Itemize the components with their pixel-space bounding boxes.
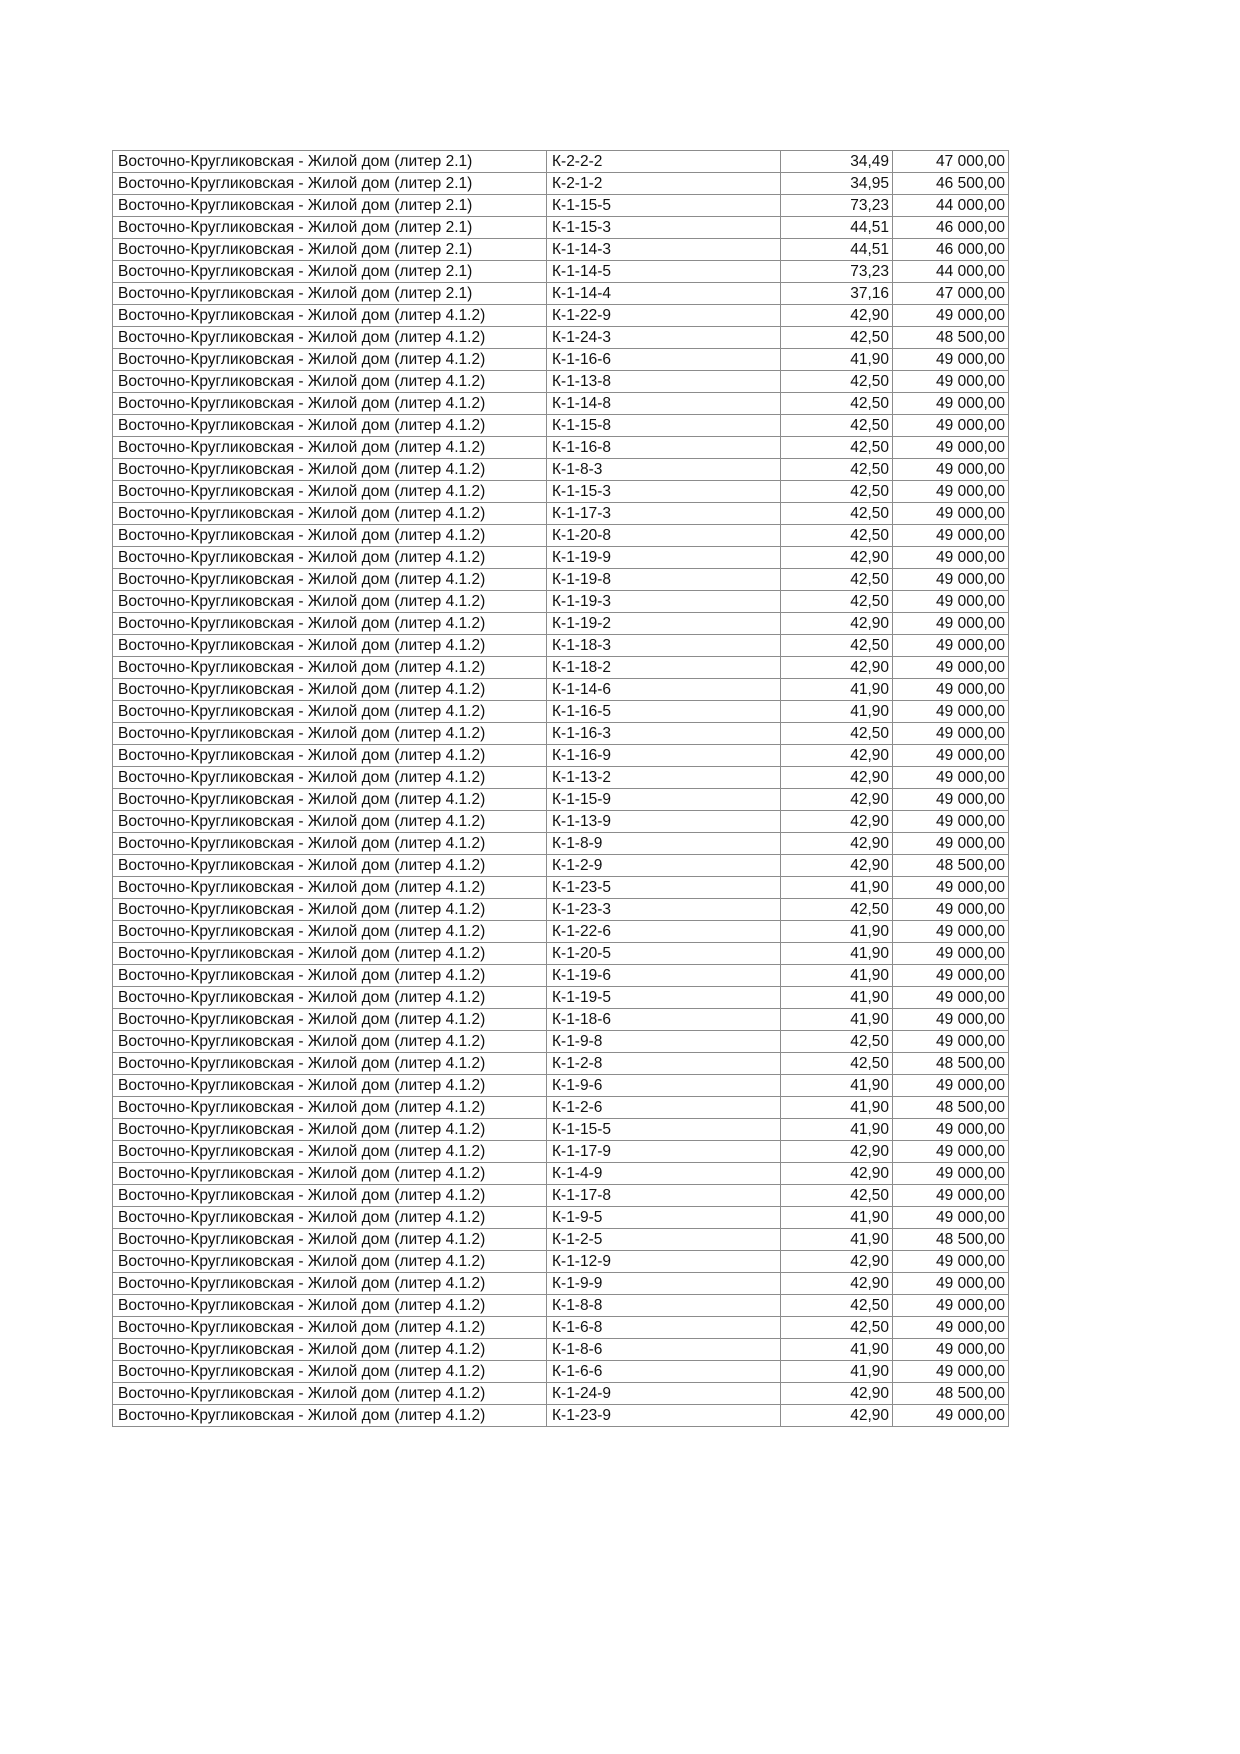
apartment-number-cell: К-1-15-3 [547,481,781,503]
area-cell: 42,50 [781,635,893,657]
object-name-cell: Восточно-Кругликовская - Жилой дом (литер 4.1.2) [113,1053,547,1075]
apartment-number-cell: К-1-12-9 [547,1251,781,1273]
object-name-cell: Восточно-Кругликовская - Жилой дом (литер 4.1.2) [113,1141,547,1163]
table-row [113,349,1009,371]
apartment-number-cell: К-1-20-5 [547,943,781,965]
table-row [113,657,1009,679]
apartment-number-cell: К-1-8-8 [547,1295,781,1317]
table-row [113,679,1009,701]
object-name-cell: Восточно-Кругликовская - Жилой дом (литер 4.1.2) [113,899,547,921]
object-name-cell: Восточно-Кругликовская - Жилой дом (литер 4.1.2) [113,855,547,877]
apartment-number-cell: К-1-9-8 [547,1031,781,1053]
price-per-sqm-cell: 49 000,00 [893,415,1009,437]
object-name-cell: Восточно-Кругликовская - Жилой дом (литер 4.1.2) [113,1119,547,1141]
apartment-number-cell: К-1-19-8 [547,569,781,591]
table-row [113,261,1009,283]
apartment-number-cell: К-1-4-9 [547,1163,781,1185]
price-per-sqm-cell: 49 000,00 [893,943,1009,965]
table-row [113,1031,1009,1053]
area-cell: 73,23 [781,195,893,217]
area-cell: 73,23 [781,261,893,283]
price-per-sqm-cell: 49 000,00 [893,1361,1009,1383]
apartment-number-cell: К-1-2-9 [547,855,781,877]
price-per-sqm-cell: 49 000,00 [893,591,1009,613]
area-cell: 42,90 [781,1141,893,1163]
price-per-sqm-cell: 49 000,00 [893,1251,1009,1273]
price-per-sqm-cell: 48 500,00 [893,327,1009,349]
object-name-cell: Восточно-Кругликовская - Жилой дом (литер 2.1) [113,283,547,305]
price-per-sqm-cell: 49 000,00 [893,525,1009,547]
object-name-cell: Восточно-Кругликовская - Жилой дом (литер 4.1.2) [113,1317,547,1339]
price-per-sqm-cell: 49 000,00 [893,767,1009,789]
area-cell: 41,90 [781,1207,893,1229]
table-row [113,1141,1009,1163]
apartment-number-cell: К-2-1-2 [547,173,781,195]
area-cell: 42,90 [781,1273,893,1295]
table-row [113,1053,1009,1075]
price-per-sqm-cell: 49 000,00 [893,1317,1009,1339]
apartment-number-cell: К-1-8-9 [547,833,781,855]
area-cell: 37,16 [781,283,893,305]
price-per-sqm-cell: 49 000,00 [893,1141,1009,1163]
price-per-sqm-cell: 49 000,00 [893,547,1009,569]
object-name-cell: Восточно-Кругликовская - Жилой дом (литер 2.1) [113,173,547,195]
area-cell: 42,50 [781,1295,893,1317]
table-row [113,525,1009,547]
object-name-cell: Восточно-Кругликовская - Жилой дом (литер 4.1.2) [113,1185,547,1207]
apartment-number-cell: К-1-14-8 [547,393,781,415]
apartment-number-cell: К-1-6-8 [547,1317,781,1339]
table-row [113,1295,1009,1317]
table-row [113,1009,1009,1031]
table-row [113,1251,1009,1273]
area-cell: 42,50 [781,1031,893,1053]
apartment-number-cell: К-1-17-3 [547,503,781,525]
table-row [113,151,1009,173]
table-row [113,811,1009,833]
object-name-cell: Восточно-Кругликовская - Жилой дом (литер 4.1.2) [113,811,547,833]
price-per-sqm-cell: 49 000,00 [893,613,1009,635]
apartment-number-cell: К-1-14-3 [547,239,781,261]
object-name-cell: Восточно-Кругликовская - Жилой дом (литер 4.1.2) [113,1031,547,1053]
apartment-number-cell: К-1-23-9 [547,1405,781,1427]
area-cell: 42,90 [781,1405,893,1427]
table-row [113,965,1009,987]
table-row [113,877,1009,899]
table-row [113,1273,1009,1295]
object-name-cell: Восточно-Кругликовская - Жилой дом (литер 4.1.2) [113,1273,547,1295]
price-per-sqm-cell: 49 000,00 [893,1273,1009,1295]
price-per-sqm-cell: 47 000,00 [893,283,1009,305]
object-name-cell: Восточно-Кругликовская - Жилой дом (литер 4.1.2) [113,305,547,327]
apartment-number-cell: К-1-18-2 [547,657,781,679]
object-name-cell: Восточно-Кругликовская - Жилой дом (литер 4.1.2) [113,723,547,745]
object-name-cell: Восточно-Кругликовская - Жилой дом (литер 4.1.2) [113,437,547,459]
area-cell: 44,51 [781,217,893,239]
apartment-number-cell: К-1-6-6 [547,1361,781,1383]
price-per-sqm-cell: 48 500,00 [893,1383,1009,1405]
apartment-number-cell: К-1-14-6 [547,679,781,701]
object-name-cell: Восточно-Кругликовская - Жилой дом (литер 4.1.2) [113,547,547,569]
price-per-sqm-cell: 48 500,00 [893,1097,1009,1119]
apartment-number-cell: К-1-15-5 [547,1119,781,1141]
table-row [113,393,1009,415]
area-cell: 42,90 [781,811,893,833]
price-per-sqm-cell: 49 000,00 [893,481,1009,503]
apartment-number-cell: К-1-17-8 [547,1185,781,1207]
table-row [113,701,1009,723]
table-row [113,305,1009,327]
price-per-sqm-cell: 49 000,00 [893,899,1009,921]
apartment-number-cell: К-1-23-3 [547,899,781,921]
apartment-number-cell: К-1-16-8 [547,437,781,459]
table-row [113,1097,1009,1119]
apartment-number-cell: К-1-16-9 [547,745,781,767]
apartment-number-cell: К-1-15-3 [547,217,781,239]
object-name-cell: Восточно-Кругликовская - Жилой дом (литер 4.1.2) [113,767,547,789]
apartment-number-cell: К-1-24-9 [547,1383,781,1405]
price-per-sqm-cell: 49 000,00 [893,305,1009,327]
object-name-cell: Восточно-Кругликовская - Жилой дом (литер 4.1.2) [113,965,547,987]
area-cell: 42,50 [781,1317,893,1339]
area-cell: 42,50 [781,1053,893,1075]
area-cell: 41,90 [781,349,893,371]
price-per-sqm-cell: 49 000,00 [893,1405,1009,1427]
area-cell: 41,90 [781,943,893,965]
table-row [113,1405,1009,1427]
table-row [113,503,1009,525]
price-per-sqm-cell: 49 000,00 [893,459,1009,481]
area-cell: 42,90 [781,547,893,569]
object-name-cell: Восточно-Кругликовская - Жилой дом (литер 4.1.2) [113,1207,547,1229]
apartment-number-cell: К-1-9-5 [547,1207,781,1229]
area-cell: 41,90 [781,1009,893,1031]
table-row [113,173,1009,195]
area-cell: 42,50 [781,393,893,415]
apartment-number-cell: К-1-18-6 [547,1009,781,1031]
price-per-sqm-cell: 49 000,00 [893,877,1009,899]
price-per-sqm-cell: 49 000,00 [893,503,1009,525]
area-cell: 41,90 [781,1361,893,1383]
table-row [113,217,1009,239]
object-name-cell: Восточно-Кругликовская - Жилой дом (литер 4.1.2) [113,921,547,943]
apartment-number-cell: К-1-20-8 [547,525,781,547]
table-body [113,151,1009,1427]
area-cell: 41,90 [781,877,893,899]
apartment-number-cell: К-1-15-9 [547,789,781,811]
apartment-number-cell: К-1-16-5 [547,701,781,723]
price-per-sqm-cell: 49 000,00 [893,723,1009,745]
object-name-cell: Восточно-Кругликовская - Жилой дом (литер 2.1) [113,151,547,173]
area-cell: 42,50 [781,481,893,503]
object-name-cell: Восточно-Кругликовская - Жилой дом (литер 4.1.2) [113,635,547,657]
area-cell: 41,90 [781,965,893,987]
price-per-sqm-cell: 49 000,00 [893,1119,1009,1141]
price-per-sqm-cell: 47 000,00 [893,151,1009,173]
area-cell: 42,90 [781,855,893,877]
area-cell: 41,90 [781,1229,893,1251]
area-cell: 41,90 [781,1119,893,1141]
area-cell: 42,50 [781,569,893,591]
object-name-cell: Восточно-Кругликовская - Жилой дом (литер 4.1.2) [113,679,547,701]
area-cell: 42,50 [781,591,893,613]
object-name-cell: Восточно-Кругликовская - Жилой дом (литер 4.1.2) [113,701,547,723]
object-name-cell: Восточно-Кругликовская - Жилой дом (литер 4.1.2) [113,1295,547,1317]
table-row [113,591,1009,613]
object-name-cell: Восточно-Кругликовская - Жилой дом (литер 4.1.2) [113,1097,547,1119]
apartment-number-cell: К-1-14-5 [547,261,781,283]
area-cell: 34,95 [781,173,893,195]
apartment-number-cell: К-1-15-5 [547,195,781,217]
apartment-number-cell: К-1-9-6 [547,1075,781,1097]
area-cell: 42,50 [781,371,893,393]
object-name-cell: Восточно-Кругликовская - Жилой дом (литер 4.1.2) [113,327,547,349]
area-cell: 42,90 [781,745,893,767]
object-name-cell: Восточно-Кругликовская - Жилой дом (литер 4.1.2) [113,987,547,1009]
area-cell: 34,49 [781,151,893,173]
apartment-number-cell: К-1-13-2 [547,767,781,789]
table-row [113,987,1009,1009]
apartment-number-cell: К-1-22-9 [547,305,781,327]
price-per-sqm-cell: 46 000,00 [893,239,1009,261]
object-name-cell: Восточно-Кругликовская - Жилой дом (литер 4.1.2) [113,503,547,525]
table-row [113,767,1009,789]
object-name-cell: Восточно-Кругликовская - Жилой дом (литер 4.1.2) [113,525,547,547]
price-per-sqm-cell: 49 000,00 [893,393,1009,415]
object-name-cell: Восточно-Кругликовская - Жилой дом (литер 4.1.2) [113,1009,547,1031]
area-cell: 44,51 [781,239,893,261]
table-row [113,1163,1009,1185]
table-row [113,1119,1009,1141]
apartment-number-cell: К-1-8-6 [547,1339,781,1361]
table-row [113,899,1009,921]
table-row [113,1339,1009,1361]
price-per-sqm-cell: 48 500,00 [893,1053,1009,1075]
price-per-sqm-cell: 49 000,00 [893,1009,1009,1031]
price-per-sqm-cell: 44 000,00 [893,195,1009,217]
table-row [113,943,1009,965]
apartment-number-cell: К-1-13-8 [547,371,781,393]
apartment-number-cell: К-1-19-6 [547,965,781,987]
price-per-sqm-cell: 49 000,00 [893,371,1009,393]
object-name-cell: Восточно-Кругликовская - Жилой дом (литер 4.1.2) [113,415,547,437]
apartment-number-cell: К-1-19-3 [547,591,781,613]
table-row [113,239,1009,261]
table-row [113,371,1009,393]
apartment-number-cell: К-2-2-2 [547,151,781,173]
table-row [113,921,1009,943]
price-per-sqm-cell: 49 000,00 [893,657,1009,679]
object-name-cell: Восточно-Кругликовская - Жилой дом (литер 4.1.2) [113,481,547,503]
area-cell: 42,90 [781,767,893,789]
object-name-cell: Восточно-Кругликовская - Жилой дом (литер 4.1.2) [113,1229,547,1251]
table-row [113,723,1009,745]
table-row [113,459,1009,481]
apartment-number-cell: К-1-9-9 [547,1273,781,1295]
table-row [113,569,1009,591]
area-cell: 42,90 [781,1163,893,1185]
table-row [113,283,1009,305]
price-per-sqm-cell: 49 000,00 [893,1295,1009,1317]
apartment-number-cell: К-1-2-6 [547,1097,781,1119]
table-row [113,547,1009,569]
apartment-number-cell: К-1-23-5 [547,877,781,899]
apartment-number-cell: К-1-19-9 [547,547,781,569]
object-name-cell: Восточно-Кругликовская - Жилой дом (литер 4.1.2) [113,349,547,371]
area-cell: 42,50 [781,327,893,349]
object-name-cell: Восточно-Кругликовская - Жилой дом (литер 2.1) [113,239,547,261]
table-row [113,789,1009,811]
price-per-sqm-cell: 49 000,00 [893,789,1009,811]
area-cell: 42,50 [781,525,893,547]
price-per-sqm-cell: 49 000,00 [893,1339,1009,1361]
price-per-sqm-cell: 49 000,00 [893,745,1009,767]
apartment-number-cell: К-1-16-6 [547,349,781,371]
object-name-cell: Восточно-Кругликовская - Жилой дом (литер 4.1.2) [113,877,547,899]
object-name-cell: Восточно-Кругликовская - Жилой дом (литер 2.1) [113,261,547,283]
area-cell: 41,90 [781,1075,893,1097]
table-row [113,1383,1009,1405]
price-per-sqm-cell: 49 000,00 [893,679,1009,701]
table-row [113,1185,1009,1207]
table-row [113,1207,1009,1229]
table-row [113,1317,1009,1339]
area-cell: 41,90 [781,921,893,943]
object-name-cell: Восточно-Кругликовская - Жилой дом (литер 4.1.2) [113,393,547,415]
apartment-number-cell: К-1-24-3 [547,327,781,349]
object-name-cell: Восточно-Кругликовская - Жилой дом (литер 2.1) [113,217,547,239]
table-row [113,327,1009,349]
area-cell: 42,90 [781,833,893,855]
area-cell: 42,90 [781,613,893,635]
price-per-sqm-cell: 46 500,00 [893,173,1009,195]
object-name-cell: Восточно-Кругликовская - Жилой дом (литер 4.1.2) [113,613,547,635]
area-cell: 42,50 [781,503,893,525]
area-cell: 42,90 [781,305,893,327]
price-per-sqm-cell: 49 000,00 [893,1207,1009,1229]
object-name-cell: Восточно-Кругликовская - Жилой дом (литер 4.1.2) [113,789,547,811]
object-name-cell: Восточно-Кругликовская - Жилой дом (литер 4.1.2) [113,569,547,591]
table-row [113,1361,1009,1383]
area-cell: 42,50 [781,723,893,745]
apartment-number-cell: К-1-19-2 [547,613,781,635]
apartment-number-cell: К-1-22-6 [547,921,781,943]
table-row [113,745,1009,767]
area-cell: 42,90 [781,1383,893,1405]
price-per-sqm-cell: 44 000,00 [893,261,1009,283]
area-cell: 42,50 [781,437,893,459]
price-per-sqm-cell: 49 000,00 [893,1185,1009,1207]
price-per-sqm-cell: 49 000,00 [893,921,1009,943]
price-per-sqm-cell: 49 000,00 [893,701,1009,723]
price-per-sqm-cell: 48 500,00 [893,855,1009,877]
apartment-number-cell: К-1-2-8 [547,1053,781,1075]
price-per-sqm-cell: 49 000,00 [893,811,1009,833]
table-row [113,855,1009,877]
object-name-cell: Восточно-Кругликовская - Жилой дом (литер 4.1.2) [113,1405,547,1427]
area-cell: 42,50 [781,415,893,437]
object-name-cell: Восточно-Кругликовская - Жилой дом (литер 4.1.2) [113,833,547,855]
table-row [113,195,1009,217]
area-cell: 41,90 [781,987,893,1009]
object-name-cell: Восточно-Кругликовская - Жилой дом (литер 4.1.2) [113,943,547,965]
object-name-cell: Восточно-Кругликовская - Жилой дом (литер 4.1.2) [113,1361,547,1383]
object-name-cell: Восточно-Кругликовская - Жилой дом (литер 4.1.2) [113,1075,547,1097]
object-name-cell: Восточно-Кругликовская - Жилой дом (литер 4.1.2) [113,371,547,393]
object-name-cell: Восточно-Кругликовская - Жилой дом (литер 4.1.2) [113,459,547,481]
object-name-cell: Восточно-Кругликовская - Жилой дом (литер 4.1.2) [113,745,547,767]
table-row [113,613,1009,635]
table-row [113,437,1009,459]
apartment-number-cell: К-1-18-3 [547,635,781,657]
table-row [113,1075,1009,1097]
apartment-number-cell: К-1-16-3 [547,723,781,745]
object-name-cell: Восточно-Кругликовская - Жилой дом (литер 4.1.2) [113,657,547,679]
price-per-sqm-cell: 46 000,00 [893,217,1009,239]
area-cell: 41,90 [781,1097,893,1119]
price-per-sqm-cell: 49 000,00 [893,349,1009,371]
apartment-number-cell: К-1-2-5 [547,1229,781,1251]
price-per-sqm-cell: 49 000,00 [893,987,1009,1009]
area-cell: 42,90 [781,1251,893,1273]
area-cell: 42,50 [781,899,893,921]
object-name-cell: Восточно-Кругликовская - Жилой дом (литер 4.1.2) [113,1163,547,1185]
price-per-sqm-cell: 49 000,00 [893,1031,1009,1053]
price-per-sqm-cell: 48 500,00 [893,1229,1009,1251]
price-per-sqm-cell: 49 000,00 [893,1075,1009,1097]
table-row [113,415,1009,437]
object-name-cell: Восточно-Кругликовская - Жилой дом (литер 4.1.2) [113,1383,547,1405]
table-row [113,833,1009,855]
area-cell: 42,50 [781,1185,893,1207]
price-per-sqm-cell: 49 000,00 [893,635,1009,657]
price-per-sqm-cell: 49 000,00 [893,569,1009,591]
price-per-sqm-cell: 49 000,00 [893,1163,1009,1185]
area-cell: 41,90 [781,679,893,701]
apartment-number-cell: К-1-15-8 [547,415,781,437]
apartment-number-cell: К-1-17-9 [547,1141,781,1163]
price-per-sqm-cell: 49 000,00 [893,833,1009,855]
area-cell: 41,90 [781,1339,893,1361]
object-name-cell: Восточно-Кругликовская - Жилой дом (литер 4.1.2) [113,1251,547,1273]
apartment-price-table [112,150,1009,1427]
apartment-number-cell: К-1-8-3 [547,459,781,481]
object-name-cell: Восточно-Кругликовская - Жилой дом (литер 4.1.2) [113,591,547,613]
table-row [113,635,1009,657]
object-name-cell: Восточно-Кругликовская - Жилой дом (литер 2.1) [113,195,547,217]
apartment-number-cell: К-1-13-9 [547,811,781,833]
area-cell: 42,50 [781,459,893,481]
area-cell: 41,90 [781,701,893,723]
price-per-sqm-cell: 49 000,00 [893,437,1009,459]
price-per-sqm-cell: 49 000,00 [893,965,1009,987]
apartment-number-cell: К-1-19-5 [547,987,781,1009]
object-name-cell: Восточно-Кругликовская - Жилой дом (литер 4.1.2) [113,1339,547,1361]
apartment-number-cell: К-1-14-4 [547,283,781,305]
area-cell: 42,90 [781,657,893,679]
area-cell: 42,90 [781,789,893,811]
table-row [113,1229,1009,1251]
table-row [113,481,1009,503]
